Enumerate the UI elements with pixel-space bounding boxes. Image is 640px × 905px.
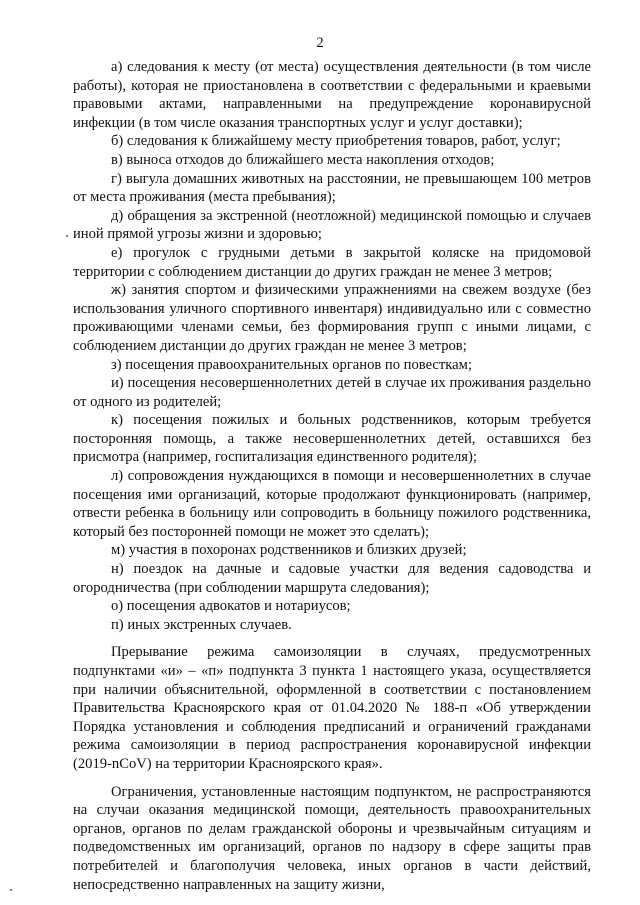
paragraph-d: д) обращения за экстренной (неотложной) медицинской помощью и случаев иной прямой угрозы жизни и здоровью; [73,207,591,243]
paragraph-zh: ж) занятия спортом и физическими упражнениями на свежем воздухе (без использования уличного спортивного инвентаря) индивидуально или с совместно проживающими членами семьи, без формирования групп с иными лицами, с соблюдением дистанции до других граждан не менее 3 метров; [73,282,591,354]
paragraph-i: и) посещения несовершеннолетних детей в случае их проживания раздельно от одного из родителей; [73,375,591,410]
paragraph-e: е) прогулок с грудными детьми в закрытой коляске на придомовой территории с соблюдением дистанции до других граждан не менее 3 метров; [73,244,591,280]
page-number: 2 [316,35,324,51]
paragraph-l: л) сопровождения нуждающихся в помощи и несовершеннолетних в случае посещения ими организаций, которые продолжают функционировать (например, отвести ребенка в больницу или сопроводить в больницу пожилого родственника, который без посторонней помощи не может это сделать); [73,468,591,540]
paragraph-a: а) следования к месту (от места) осуществления деятельности (в том числе работы), которая не приостановлена в соответствии с федеральными и краевыми правовыми актами, направленными на предупреждение коронавирусной инфекции (в том числе оказания транспортных услуг и услуг доставки); [73,59,591,131]
scan-speck [66,235,68,237]
paragraph-n: н) поездок на дачные и садовые участки для ведения садоводства и огородничества (при соблюдении маршрута следования); [73,561,591,596]
paragraph-o: о) посещения адвокатов и нотариусов; [111,598,351,615]
paragraph-self-isolation-interruption: Прерывание режима самоизоляции в случаях, предусмотренных подпунктами «и» – «п» подпункта 3 пункта 1 настоящего указа, осуществляется при наличии объяснительной, оформленной в соответствии с постановлением Правительства Красноярского края от 01.04.2020 № 188-п «Об утверждении Порядка установления и соблюдения предписаний и ограничений гражданами режима самоизоляции в период распространения коронавирусной инфекции (2019-nCoV) на территории Красноярского края». [73,644,591,772]
document-body [73,58,591,894]
paragraph-p: п) иных экстренных случаев. [111,616,292,633]
paragraph-g: г) выгула домашних животных на расстоянии, не превышающем 100 метров от места проживания (места пребывания); [73,170,591,206]
paragraph-b: б) следования к ближайшему месту приобретения товаров, работ, услуг; [111,133,561,150]
paragraph-restrictions-exemptions: Ограничения, установленные настоящим подпунктом, не распространяются на случаи оказания медицинской помощи, деятельность правоохранительных органов, органов по делам гражданской обороны и чрезвычайным ситуациям и подведомственных им организаций, органов по надзору в сфере защиты прав потребителей и благополучия человека, иных органов в части действий, непосредственно направленных на защиту жизни, [73,783,591,893]
paragraph-k: к) посещения пожилых и больных родственников, которым требуется посторонняя помощь, а также несовершеннолетних детей, оставшихся без присмотра (например, госпитализация единственного родителя); [73,412,591,466]
paragraph-m: м) участия в похоронах родственников и близких друзей; [111,542,467,559]
scan-speck [10,889,12,891]
paragraph-v: в) выноса отходов до ближайшего места накопления отходов; [111,151,495,168]
paragraph-z: з) посещения правоохранительных органов по повесткам; [111,356,472,373]
